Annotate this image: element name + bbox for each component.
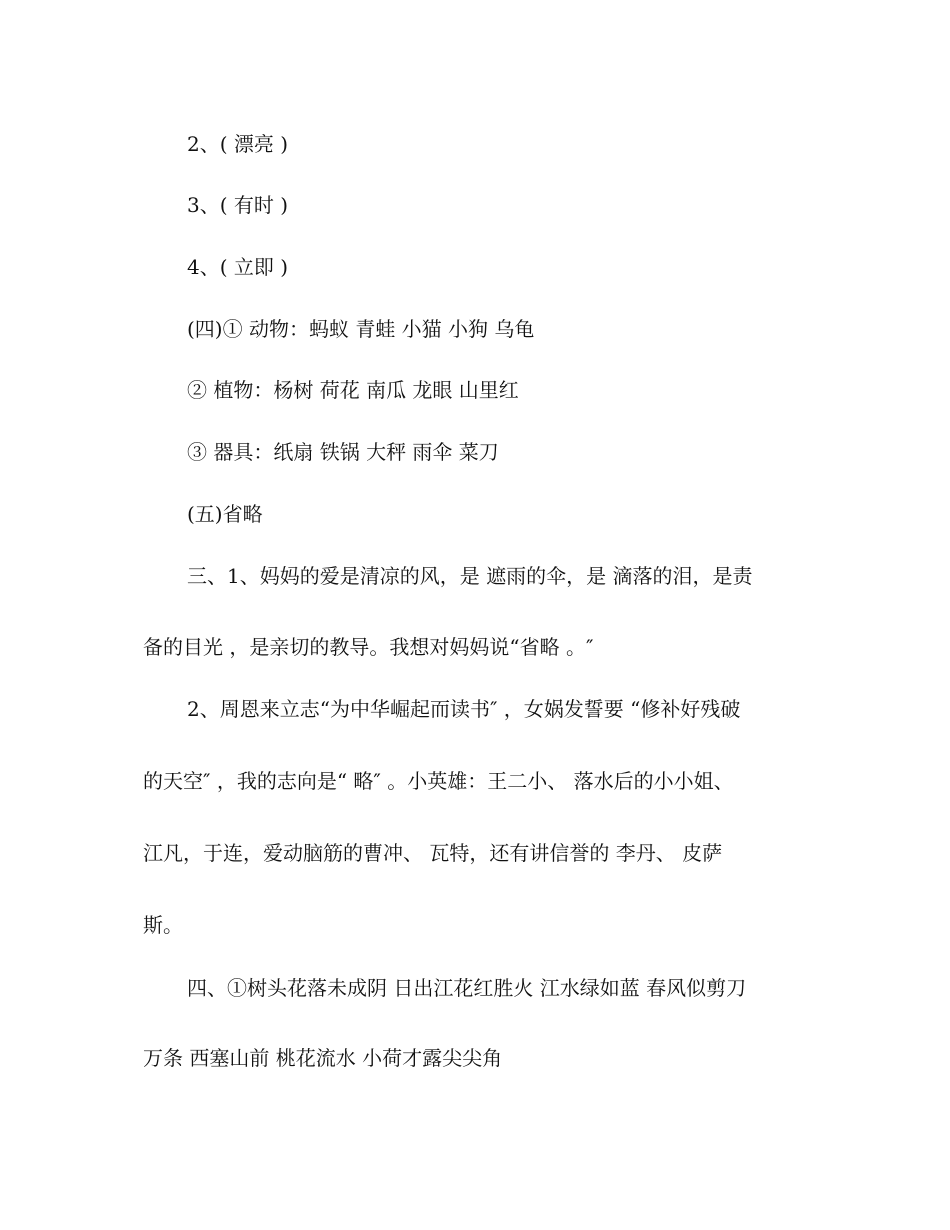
- part-3-item-1-line-1: 三、1、妈妈的爱是清凉的风，是 遮雨的伞，是 滴落的泪，是责: [187, 564, 753, 588]
- section-4-plants: ② 植物：杨树 荷花 南瓜 龙眼 山里红: [187, 378, 519, 402]
- part-3-item-2-line-1: 2、周恩来立志“为中华崛起而读书″ ，女娲发誓要 “修补好残破: [187, 697, 741, 721]
- part-4-line-1: 四、①树头花落未成阴 日出江花红胜火 江水绿如蓝 春风似剪刀: [187, 976, 747, 1000]
- answer-line-4: 4、( 立即 ): [187, 255, 289, 279]
- part-3-item-2-line-4: 斯。: [143, 913, 183, 937]
- answer-line-3: 3、( 有时 ): [187, 193, 289, 217]
- part-3-item-2-line-3: 江凡，于连，爱动脑筋的曹冲、 瓦特，还有讲信誉的 李丹、 皮萨: [143, 841, 723, 865]
- section-4-animals: (四)① 动物：蚂蚁 青蛙 小猫 小狗 乌龟: [187, 317, 535, 341]
- answer-line-2: 2、( 漂亮 ): [187, 132, 289, 156]
- part-3-item-1-line-2: 备的目光 ，是亲切的教导。我想对妈妈说“省略 。″: [143, 635, 594, 659]
- part-3-item-2-line-2: 的天空″ ，我的志向是“ 略″ 。小英雄：王二小、 落水后的小小姐、: [143, 769, 734, 793]
- part-4-line-2: 万条 西塞山前 桃花流水 小荷才露尖尖角: [143, 1046, 503, 1070]
- section-5-omitted: (五)省略: [187, 502, 263, 526]
- section-4-tools: ③ 器具：纸扇 铁锅 大秤 雨伞 菜刀: [187, 440, 499, 464]
